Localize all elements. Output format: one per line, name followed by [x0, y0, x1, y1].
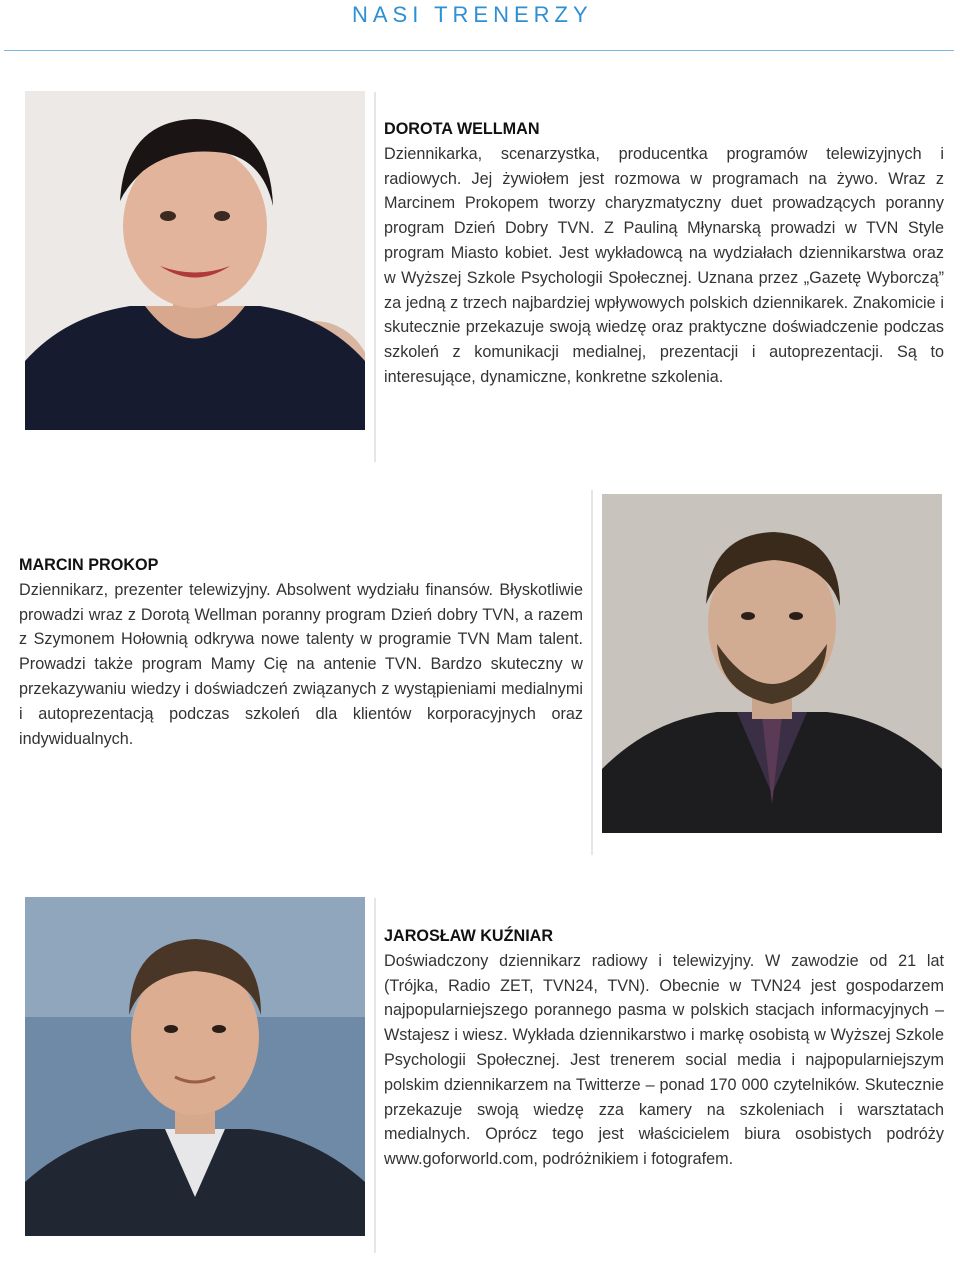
trainer-photo-marcin-prokop	[602, 494, 942, 833]
trainer-photo-jaroslaw-kuzniar	[25, 897, 365, 1236]
page-title: NASI TRENERZY	[352, 2, 593, 27]
trainer-bio-dorota-wellman	[384, 117, 944, 390]
title-divider	[4, 50, 954, 51]
column-divider	[591, 490, 593, 855]
trainer-bio-jaroslaw-kuzniar	[384, 924, 944, 1172]
column-divider	[374, 92, 376, 462]
trainer-name: DOROTA WELLMAN	[384, 120, 540, 138]
trainer-description: Dziennikarka, scenarzystka, producentka programów telewizyjnych i radiowych. Jej żywiołem jest rozmowa w programach na żywo. Wraz z Marcinem Prokopem tworzy charyzmatyczny duet prowadzących poranny program Dzień Dobry TVN. Z Pauliną Młynarską prowadzi w TVN Style program Miasto kobiet. Jest wykładowcą na wydziałach dziennikarstwa oraz w Wyższej Szkole Psychologii Społecznej. Uznana przez „Gazetę Wyborczą” za jedną z trzech najbardziej wpływowych polskich dziennikarek. Znakomicie i skutecznie przekazuje swoją wiedzę oraz praktyczne doświadczenie podczas szkoleń z komunikacji medialnej, prezentacji i autoprezentacji. Są to interesujące, dynamiczne, konkretne szkolenia.	[384, 144, 944, 386]
trainer-photo-dorota-wellman	[25, 91, 365, 430]
trainer-description: Doświadczony dziennikarz radiowy i telewizyjny. W zawodzie od 21 lat (Trójka, Radio ZET, TVN24, TVN). Obecnie w TVN24 jest gospodarzem najpopularniejszego porannego pasma w polskich stacjach informacyjnych – Wstajesz i wiesz. Wykłada dziennikarstwo i markę osobistą w Wyższej Szkole Psychologii Społecznej. Jest trenerem social media i najpopularniejszym polskim dziennikarzem na Twitterze – ponad 170 000 czytelników. Skutecznie przekazuje swoją wiedzę zza kamery na szkoleniach i warsztatach medialnych. Oprócz tego jest właścicielem biura osobistych podróży www.goforworld.com, podróżnikiem i fotografem.	[384, 951, 944, 1169]
trainer-name: JAROSŁAW KUŹNIAR	[384, 927, 554, 945]
trainer-bio-marcin-prokop	[19, 553, 583, 751]
column-divider	[374, 898, 376, 1253]
trainer-description: Dziennikarz, prezenter telewizyjny. Absolwent wydziału finansów. Błyskotliwie prowadzi wraz z Dorotą Wellman poranny program Dzień dobry TVN, a razem z Szymonem Hołownią odkrywa nowe talenty w programie TVN Mam talent. Prowadzi także program Mamy Cię na antenie TVN. Bardzo skuteczny w przekazywaniu wiedzy i doświadczeń związanych z wystąpieniami medialnymi i autoprezentacją podczas szkoleń dla klientów korporacyjnych oraz indywidualnych.	[19, 580, 583, 748]
trainer-name: MARCIN PROKOP	[19, 556, 159, 574]
